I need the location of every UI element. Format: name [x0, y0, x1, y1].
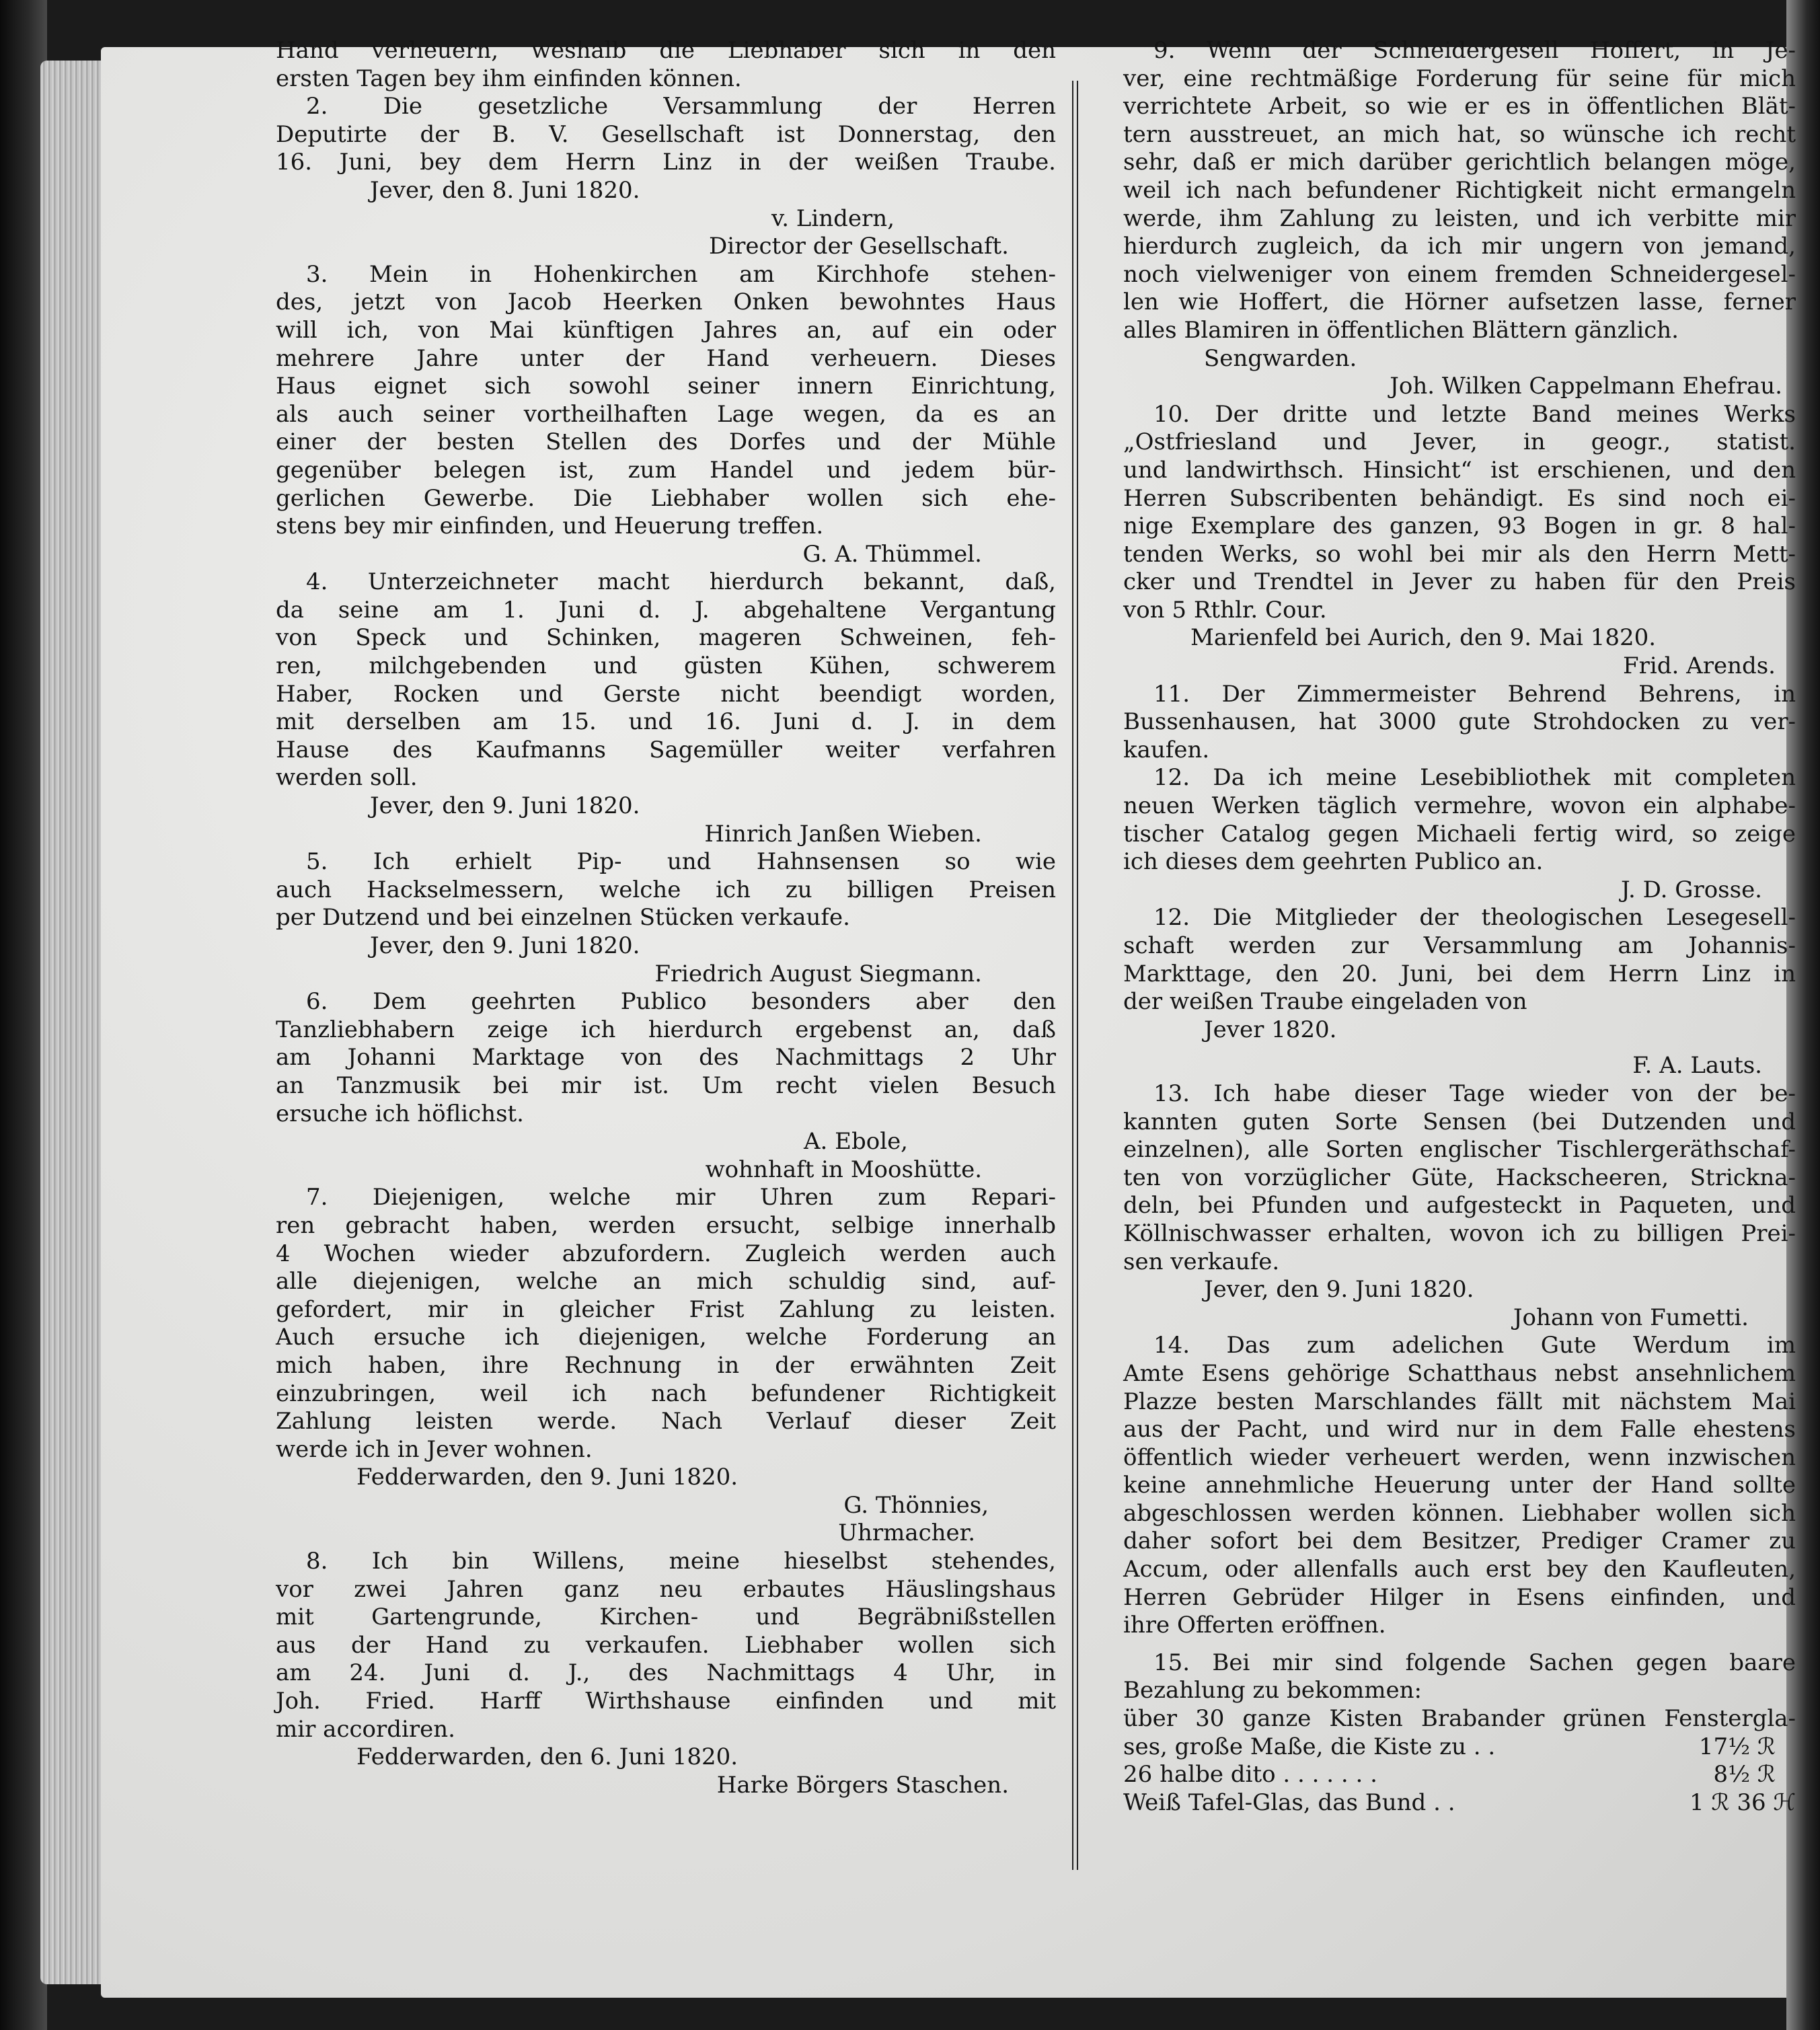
text-line: Herren Gebrüder Hilger in Esens einfinden, und — [1123, 1583, 1796, 1611]
text-line: ver, eine rechtmäßige Forderung für seine für mich — [1123, 65, 1796, 92]
text-line: daher sofort bei dem Besitzer, Prediger Cramer zu — [1123, 1528, 1796, 1555]
price-item-text: 26 halbe dito . . . . . . . — [1123, 1761, 1377, 1789]
text-line: 4 Wochen wieder abzufordern. Zugleich werden auch — [276, 1240, 1056, 1267]
notice-9 — [1123, 37, 1796, 401]
signature: G. A. Thümmel. — [802, 540, 982, 568]
text-line: Köllnischwasser erhalten, wovon ich zu billigen Prei- — [1123, 1219, 1796, 1247]
text-line: 11. Der Zimmermeister Behrend Behrens, in — [1153, 680, 1796, 708]
text-line: ersuche ich höflichst. — [276, 1100, 524, 1127]
text-line: Tanzliebhabern zeige ich hierdurch ergebenst an, daß — [276, 1016, 1056, 1043]
text-line: mit derselben am 15. und 16. Juni d. J. in dem — [276, 708, 1056, 736]
left-column — [276, 37, 1056, 1799]
text-line: 5. Ich erhielt Pip- und Hahnsensen so wie — [306, 848, 1056, 876]
price-item-text: Weiß Tafel-Glas, das Bund . . — [1123, 1789, 1455, 1816]
text-line: und landwirthsch. Hinsicht“ ist erschienen, und den — [1123, 456, 1796, 484]
notice-12-library — [1123, 764, 1796, 904]
price-item-text: ses, große Maße, die Kiste zu . . — [1123, 1733, 1496, 1760]
text-line: 3. Mein in Hohenkirchen am Kirchhofe stehen- — [306, 260, 1056, 288]
text-line: der weißen Traube eingeladen von — [1123, 988, 1527, 1016]
text-line: alles Blamiren in öffentlichen Blättern gänzlich. — [1123, 316, 1679, 344]
text-line: Zahlung leisten werde. Nach Verlauf dieser Zeit — [276, 1408, 1056, 1435]
price-item-value: 8½ ℛ — [1713, 1761, 1776, 1789]
price-item — [1123, 1733, 1796, 1762]
place-date: Jever, den 9. Juni 1820. — [370, 792, 640, 820]
text-line: 12. Da ich meine Lesebibliothek mit completen — [1153, 764, 1796, 792]
text-line: über 30 ganze Kisten Brabander grünen Fensterglа- — [1123, 1705, 1796, 1733]
text-line: cker und Trendtel in Jever zu haben für den Preis — [1123, 568, 1796, 596]
text-line: 16. Juni, bey dem Herrn Linz in der weißen Traube. — [276, 149, 1056, 176]
text-line: 6. Dem geehrten Publico besonders aber den — [306, 988, 1056, 1016]
text-line: ren, milchgebenden und güsten Kühen, schwerem — [276, 652, 1056, 680]
text-line: tischer Catalog gegen Michaeli fertig wird, so zeige — [1123, 820, 1796, 848]
text-line: aus der Hand zu verkaufen. Liebhaber wollen sich — [276, 1631, 1056, 1659]
text-line: gegenüber belegen ist, zum Handel und jedem bür- — [276, 456, 1056, 484]
signature-title: wohnhaft in Mooshütte. — [705, 1156, 982, 1183]
notice-11 — [1123, 681, 1796, 765]
price-item-value: 17½ ℛ — [1698, 1733, 1776, 1760]
price-item — [1123, 1789, 1796, 1817]
text-line: am Johanni Marktage von des Nachmittags 2 Uhr — [276, 1044, 1056, 1072]
text-line: da seine am 1. Juni d. J. abgehaltene Vergantung — [276, 596, 1056, 624]
notice-7 — [276, 1184, 1056, 1548]
text-line: sehr, daß er mich darüber gerichtlich belangen möge, — [1123, 149, 1796, 176]
text-line: tern ausstreuet, an mich hat, so wünsche ich recht — [1123, 120, 1796, 148]
text-line: einzubringen, weil ich nach befundener Richtigkeit — [276, 1380, 1056, 1407]
text-line: Hand verheuern, weshalb die Liebhaber sich in den — [276, 37, 1056, 64]
text-line: vor zwei Jahren ganz neu erbautes Häuslingshaus — [276, 1575, 1056, 1603]
place-date: Jever 1820. — [1204, 1016, 1337, 1043]
text-line: 8. Ich bin Willens, meine hieselbst stehendes, — [306, 1548, 1056, 1575]
place-date: Fedderwarden, den 6. Juni 1820. — [356, 1743, 738, 1771]
text-line: mich haben, ihre Rechnung in der erwähnten Zeit — [276, 1351, 1056, 1379]
text-line: per Dutzend und bei einzelnen Stücken verkaufe. — [276, 904, 850, 932]
text-line: Hause des Kaufmanns Sagemüller weiter verfahren — [276, 736, 1056, 763]
text-line: schaft werden zur Versammlung am Johannis- — [1123, 932, 1796, 959]
signature: Hinrich Janßen Wieben. — [704, 820, 982, 848]
text-line: len wie Hoffert, die Hörner aufsetzen lasse, ferner — [1123, 289, 1796, 316]
text-line: werde ich in Jever wohnen. — [276, 1435, 593, 1463]
notice-13 — [1123, 1080, 1796, 1332]
price-item — [1123, 1761, 1796, 1789]
notice-14 — [1123, 1332, 1796, 1640]
notice-3 — [276, 261, 1056, 569]
text-line: werden soll. — [276, 764, 418, 792]
text-line: Joh. Fried. Harff Wirthshause einfinden und mit — [276, 1688, 1056, 1715]
text-line: neuen Werken täglich vermehre, wovon ein alphabe- — [1123, 792, 1796, 820]
signature-title: Director der Gesellschaft. — [708, 233, 1009, 260]
notice-15 — [1123, 1649, 1796, 1817]
text-line: als auch seiner vortheilhaften Lage wegen, da es an — [276, 400, 1056, 428]
text-line: mit Gartengrunde, Kirchen- und Begräbnißstellen — [276, 1604, 1056, 1631]
text-line: Markttage, den 20. Juni, bei dem Herrn Linz in — [1123, 960, 1796, 987]
column-divider — [1072, 81, 1078, 1870]
text-line: Bezahlung zu bekommen: — [1123, 1677, 1422, 1704]
text-line: „Ostfriesland und Jever, in geogr., statist. — [1123, 428, 1796, 456]
right-column — [1123, 37, 1796, 1817]
text-line: tenden Werks, so wohl bei mir als den Herrn Mett- — [1123, 540, 1796, 568]
text-line: ihre Offerten eröffnen. — [1123, 1612, 1386, 1639]
place-date: Jever, den 8. Juni 1820. — [370, 176, 640, 204]
text-line: deln, bei Pfunden und aufgesteckt in Paqueten, und — [1123, 1192, 1796, 1219]
text-line: alle diejenigen, welche an mich schuldig sind, auf- — [276, 1268, 1056, 1295]
notice-8 — [276, 1548, 1056, 1799]
text-line: mir accordiren. — [276, 1715, 455, 1743]
notice-2 — [276, 93, 1056, 261]
text-line: öffentlich wieder verheuert werden, wenn inzwischen — [1123, 1443, 1796, 1471]
signature: G. Thönnies, — [843, 1491, 989, 1519]
text-line: des, jetzt von Jacob Heerken Onken bewohntes Haus — [276, 289, 1056, 316]
notice-10 — [1123, 401, 1796, 681]
text-line: einzelnen), alle Sorten englischer Tischlergeräthschaf- — [1123, 1136, 1796, 1164]
text-line: Auch ersuche ich diejenigen, welche Forderung an — [276, 1324, 1056, 1351]
text-line: kannten guten Sorte Sensen (bei Dutzenden und — [1123, 1108, 1796, 1135]
place-date: Marienfeld bei Aurich, den 9. Mai 1820. — [1190, 624, 1657, 652]
text-line: nige Exemplare des ganzen, 93 Bogen in gr. 8 hal- — [1123, 513, 1796, 540]
text-line: von 5 Rthlr. Cour. — [1123, 596, 1327, 624]
text-line: verrichtete Arbeit, so wie er es in öffentlichen Blät- — [1123, 93, 1796, 120]
text-line: Plazze besten Marschlandes fällt mit nächstem Mai — [1123, 1388, 1796, 1415]
text-line: noch vielweniger von einem fremden Schneidergesel- — [1123, 260, 1796, 288]
text-line: 9. Wenn der Schneidergesell Hoffert, in Je- — [1153, 37, 1796, 64]
notice-6 — [276, 988, 1056, 1184]
text-line: ersten Tagen bey ihm einfinden können. — [276, 65, 742, 92]
text-line: 4. Unterzeichneter macht hierdurch bekannt, daß, — [306, 568, 1056, 596]
text-line: ich dieses dem geehrten Publico an. — [1123, 848, 1544, 876]
text-line: 2. Die gesetzliche Versammlung der Herren — [306, 93, 1056, 120]
text-line: abgeschlossen werden können. Liebhaber wollen sich — [1123, 1499, 1796, 1527]
text-line: Bussenhausen, hat 3000 gute Strohdocken zu ver- — [1123, 708, 1796, 736]
text-line: auch Hackselmessern, welche ich zu billigen Preisen — [276, 876, 1056, 903]
notice-5 — [276, 848, 1056, 988]
text-line: kaufen. — [1123, 736, 1210, 763]
text-line: werde, ihm Zahlung zu leisten, und ich verbitte mir — [1123, 204, 1796, 232]
place-date: Jever, den 9. Juni 1820. — [370, 932, 640, 959]
signature: Harke Börgers Staschen. — [716, 1771, 1009, 1799]
place-date: Fedderwarden, den 9. Juni 1820. — [356, 1464, 738, 1491]
signature: F. A. Lauts. — [1632, 1052, 1762, 1080]
signature: Johann von Fumetti. — [1513, 1304, 1749, 1331]
signature-title: Uhrmacher. — [838, 1519, 975, 1547]
text-line: am 24. Juni d. J., des Nachmittags 4 Uhr, in — [276, 1659, 1056, 1687]
signature: Joh. Wilken Cappelmann Ehefrau. — [1390, 373, 1782, 400]
text-line: will ich, von Mai künftigen Jahres an, auf ein oder — [276, 316, 1056, 344]
text-line: gefordert, mir in gleicher Frist Zahlung zu leisten. — [276, 1295, 1056, 1323]
text-line: 13. Ich habe dieser Tage wieder von der be- — [1153, 1080, 1796, 1107]
text-line: ten von vorzüglicher Güte, Hackscheeren, Stricknа- — [1123, 1164, 1796, 1191]
text-line: gerlichen Gewerbe. Die Liebhaber wollen sich ehe- — [276, 484, 1056, 512]
text-line: Haus eignet sich sowohl seiner innern Einrichtung, — [276, 373, 1056, 400]
text-line: Accum, oder allenfalls auch erst bey den Kaufleuten, — [1123, 1556, 1796, 1583]
text-line: Haber, Rocken und Gerste nicht beendigt worden, — [276, 680, 1056, 708]
signature: v. Lindern, — [771, 204, 895, 232]
notice-12-society — [1123, 904, 1796, 1080]
signature: J. D. Grosse. — [1621, 876, 1762, 903]
text-line: an Tanzmusik bei mir ist. Um recht vielen Besuch — [276, 1072, 1056, 1099]
price-item-value: 1 ℛ 36 ℋ — [1689, 1789, 1796, 1816]
text-line: einer der besten Stellen des Dorfes und der Mühle — [276, 428, 1056, 456]
text-line: ren gebracht haben, werden ersucht, selbige innerhalb — [276, 1211, 1056, 1239]
signature: A. Ebole, — [803, 1128, 908, 1156]
text-line: 14. Das zum adelichen Gute Werdum im — [1153, 1332, 1796, 1359]
text-line: von Speck und Schinken, mageren Schweinen, feh- — [276, 624, 1056, 652]
text-line: Herren Subscribenten behändigt. Es sind noch ei- — [1123, 484, 1796, 512]
text-line: Deputirte der B. V. Gesellschaft ist Donnerstag, den — [276, 120, 1056, 148]
text-line: sen verkaufe. — [1123, 1248, 1280, 1275]
signature: Friedrich August Siegmann. — [654, 960, 982, 987]
place-date: Jever, den 9. Juni 1820. — [1204, 1276, 1474, 1304]
text-line: keine annehmliche Heuerung unter der Hand sollte — [1123, 1472, 1796, 1499]
text-line: stens bey mir einfinden, und Heuerung treffen. — [276, 513, 824, 540]
text-line: mehrere Jahre unter der Hand verheuern. Dieses — [276, 344, 1056, 372]
text-line: 10. Der dritte und letzte Band meines Werks — [1153, 400, 1796, 428]
signature: Frid. Arends. — [1623, 652, 1776, 680]
text-line: weil ich nach befundener Richtigkeit nicht ermangeln — [1123, 176, 1796, 204]
text-line: 7. Diejenigen, welche mir Uhren zum Repari- — [306, 1184, 1056, 1211]
text-line: 15. Bei mir sind folgende Sachen gegen baare — [1153, 1649, 1796, 1676]
text-line: aus der Pacht, und wird nur in dem Falle ehestens — [1123, 1416, 1796, 1443]
text-line: hierdurch zugleich, da ich mir ungern von jemand, — [1123, 233, 1796, 260]
text-line: 12. Die Mitglieder der theologischen Lesegesell- — [1153, 904, 1796, 932]
notice-4 — [276, 568, 1056, 848]
place-date: Sengwarden. — [1204, 344, 1357, 372]
text-line: Amte Esens gehörige Schatthaus nebst ansehnlichem — [1123, 1359, 1796, 1387]
